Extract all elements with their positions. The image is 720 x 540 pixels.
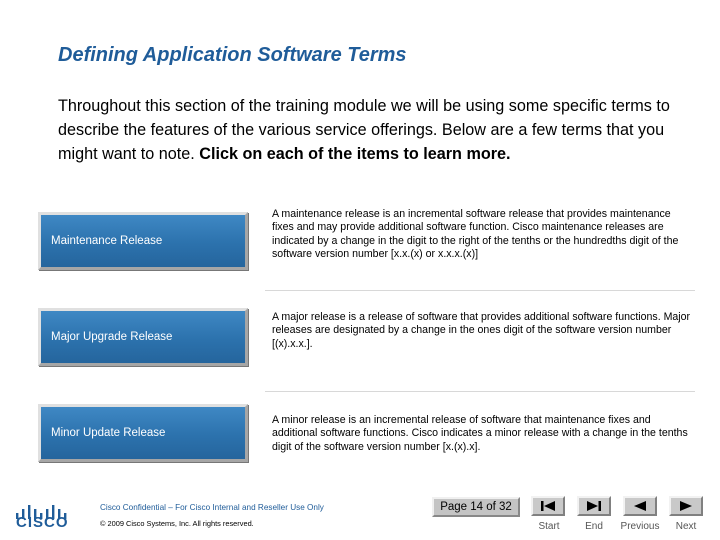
minor-update-release-description: A minor release is an incremental release of software that maintenance fixes and additional software functions. Cisco indicates a minor release with a change in the tenths digit of the software version number [x.(x).x].	[272, 414, 688, 453]
end-label[interactable]: End	[585, 521, 603, 532]
copyright-notice: © 2009 Cisco Systems, Inc. All rights reserved.	[100, 519, 254, 528]
intro-emphasis: Click on each of the items to learn more.	[199, 145, 511, 163]
maintenance-release-button[interactable]	[38, 212, 248, 270]
end-icon	[579, 498, 609, 514]
previous-icon	[625, 498, 655, 514]
minor-update-release-button[interactable]	[38, 404, 248, 462]
confidential-notice: Cisco Confidential – For Cisco Internal and Reseller Use Only	[100, 503, 324, 512]
next-button[interactable]	[669, 496, 703, 516]
page-indicator-text: Page 14 of 32	[440, 501, 512, 513]
next-label[interactable]: Next	[675, 521, 697, 532]
start-label[interactable]: Start	[538, 521, 560, 532]
intro-text: Throughout this section of the training module we will be using some specific terms to describe the features of the various service offerings. Below are a few terms that you might want to note.	[58, 97, 670, 163]
page-indicator	[432, 497, 520, 517]
intro-paragraph	[58, 94, 698, 166]
previous-label[interactable]: Previous	[620, 521, 660, 532]
start-button[interactable]	[531, 496, 565, 516]
divider	[265, 391, 695, 392]
major-upgrade-release-button[interactable]	[38, 308, 248, 366]
start-icon	[533, 498, 563, 514]
previous-button[interactable]	[623, 496, 657, 516]
end-button[interactable]	[577, 496, 611, 516]
next-icon	[671, 498, 701, 514]
cisco-logo-text: CISCO	[16, 514, 69, 531]
maintenance-release-description: A maintenance release is an incremental software release that provides maintenance fixes and may provide additional software function. Cisco maintenance releases are indicated by a change in the digit to the right of the tenths or the hundredths digit of the software version number [x.x.(x) or x.x.x.(x)]	[272, 208, 679, 261]
slide-title: Defining Application Software Terms	[58, 44, 407, 66]
minor-update-release-label: Minor Update Release	[51, 427, 166, 439]
major-upgrade-release-label: Major Upgrade Release	[51, 331, 173, 343]
major-upgrade-release-description: A major release is a release of software that provides additional software functions. Major releases are designated by a change in the ones digit of the software version number [(x).x.x.].	[272, 311, 691, 350]
divider	[265, 290, 695, 291]
maintenance-release-label: Maintenance Release	[51, 235, 163, 247]
